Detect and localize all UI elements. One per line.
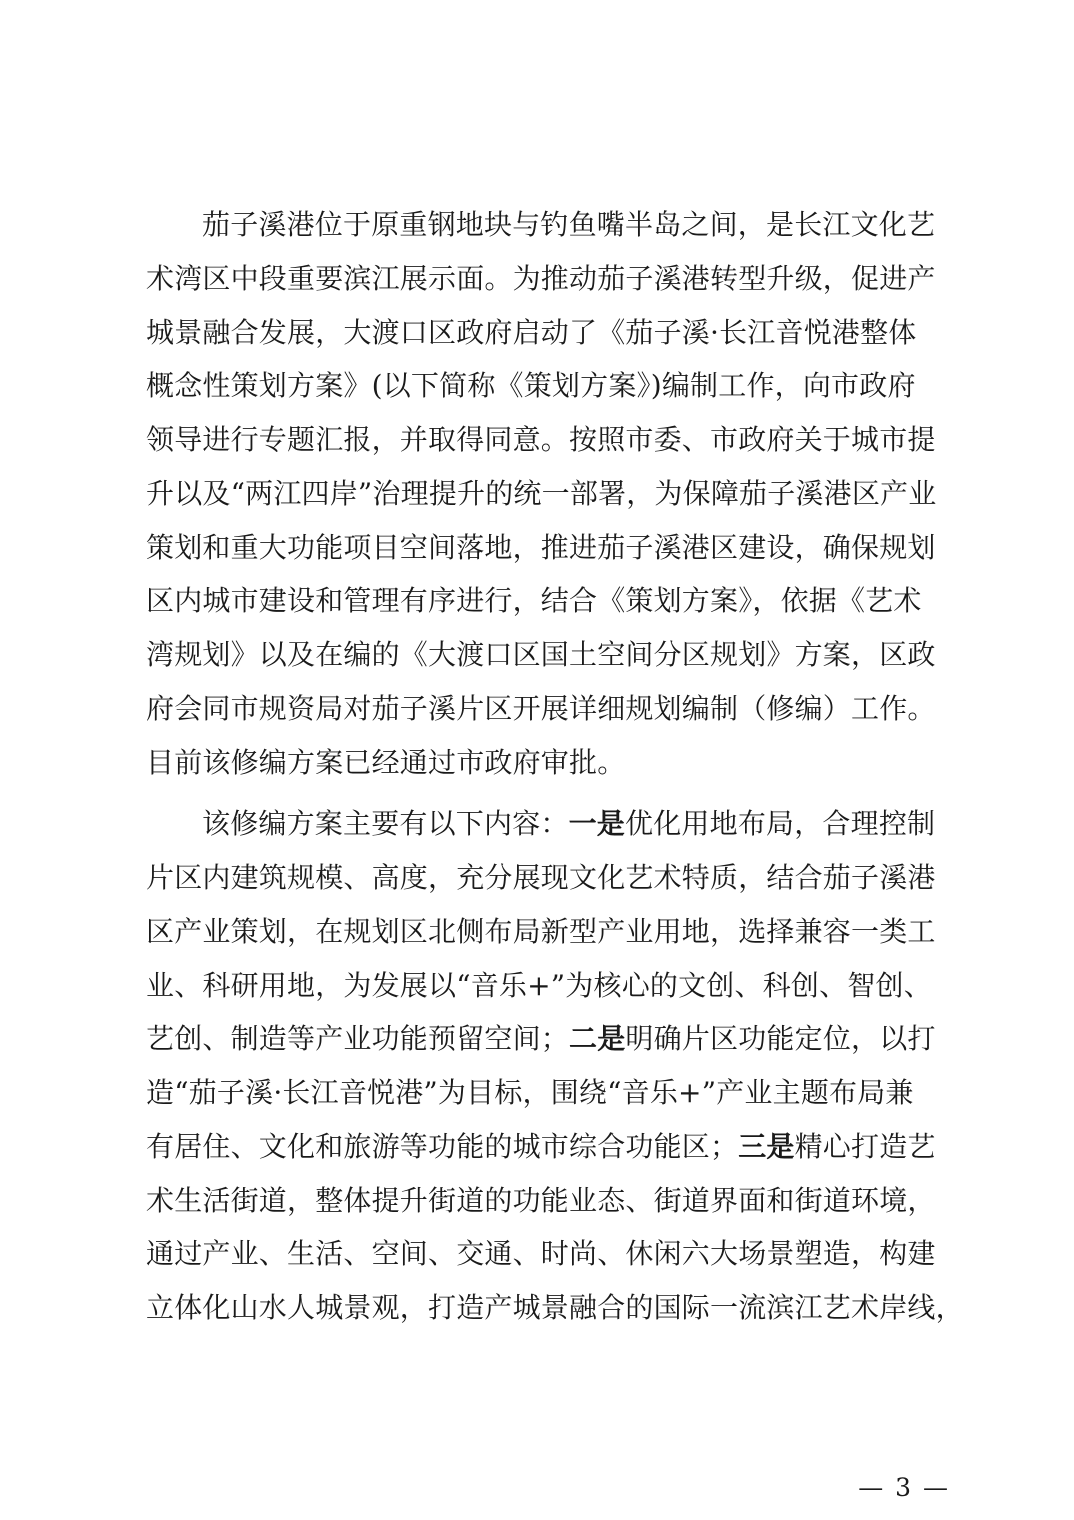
emphasis-third: 三是 xyxy=(738,1129,795,1163)
document-body xyxy=(146,198,964,1335)
text-segment: 有居住、文化和旅游等功能的城市综合功能区； xyxy=(146,1129,739,1163)
page-number: — 3 — xyxy=(858,1473,950,1502)
text-line: 造“茄子溪·长江音悦港”为目标，围绕“音乐+”产业主题布局兼 xyxy=(146,1076,914,1109)
text-line: 片区内建筑规模、高度，充分展现文化艺术特质，结合茄子溪港 xyxy=(146,861,936,894)
text-line xyxy=(146,797,946,851)
text-segment: 艺创、制造等产业功能预留空间； xyxy=(146,1022,570,1056)
text-line xyxy=(146,1120,946,1174)
text-line: 湾规划》以及在编的《大渡口区国土空间分区规划》方案，区政 xyxy=(146,638,936,671)
text-line: 术湾区中段重要滨江展示面。为推动茄子溪港转型升级，促进产 xyxy=(146,261,936,295)
paragraph-1 xyxy=(146,198,946,789)
text-line: 目前该修编方案已经通过市政府审批。 xyxy=(146,745,626,779)
text-segment: 精心打造艺 xyxy=(794,1129,936,1163)
paragraph-2 xyxy=(146,797,964,1335)
text-line: 升以及“两江四岸”治理提升的统一部署，为保障茄子溪港区产业 xyxy=(146,476,937,510)
text-line: 术生活街道，整体提升街道的功能业态、街道界面和街道环境， xyxy=(146,1183,936,1217)
text-line xyxy=(146,1012,946,1066)
text-line: 区内城市建设和管理有序进行，结合《策划方案》，依据《艺术 xyxy=(146,584,922,618)
text-line: 立体化山水人城景观，打造产城景融合的国际一流滨江艺术岸线， xyxy=(146,1291,964,1324)
text-segment: 明确片区功能定位，以打 xyxy=(625,1022,936,1056)
emphasis-first: 一是 xyxy=(568,807,626,841)
text-line: 策划和重大功能项目空间落地，推进茄子溪港区建设，确保规划 xyxy=(146,530,936,564)
text-segment: 优化用地布局，合理控制 xyxy=(625,807,936,841)
text-line: 通过产业、生活、空间、交通、时尚、休闲六大场景塑造，构建 xyxy=(146,1237,936,1271)
emphasis-second: 二是 xyxy=(569,1022,626,1056)
paragraph-spacing xyxy=(146,789,946,797)
text-line: 府会同市规资局对茄子溪片区开展详细规划编制（修编）工作。 xyxy=(146,691,936,725)
text-line: 城景融合发展，大渡口区政府启动了《茄子溪·长江音悦港整体 xyxy=(146,315,917,349)
text-line: 领导进行专题汇报，并取得同意。按照市委、市政府关于城市提 xyxy=(146,423,936,456)
text-line: 区产业策划，在规划区北侧布局新型产业用地，选择兼容一类工 xyxy=(146,914,936,948)
text-line: 业、科研用地，为发展以“音乐+”为核心的文创、科创、智创、 xyxy=(146,968,932,1002)
text-line: 概念性策划方案》(以下简称《策划方案》)编制工作，向市政府 xyxy=(146,369,916,403)
text-line: 茄子溪港位于原重钢地块与钓鱼嘴半岛之间，是长江文化艺 xyxy=(202,208,936,241)
text-segment: 该修编方案主要有以下内容： xyxy=(202,807,569,841)
